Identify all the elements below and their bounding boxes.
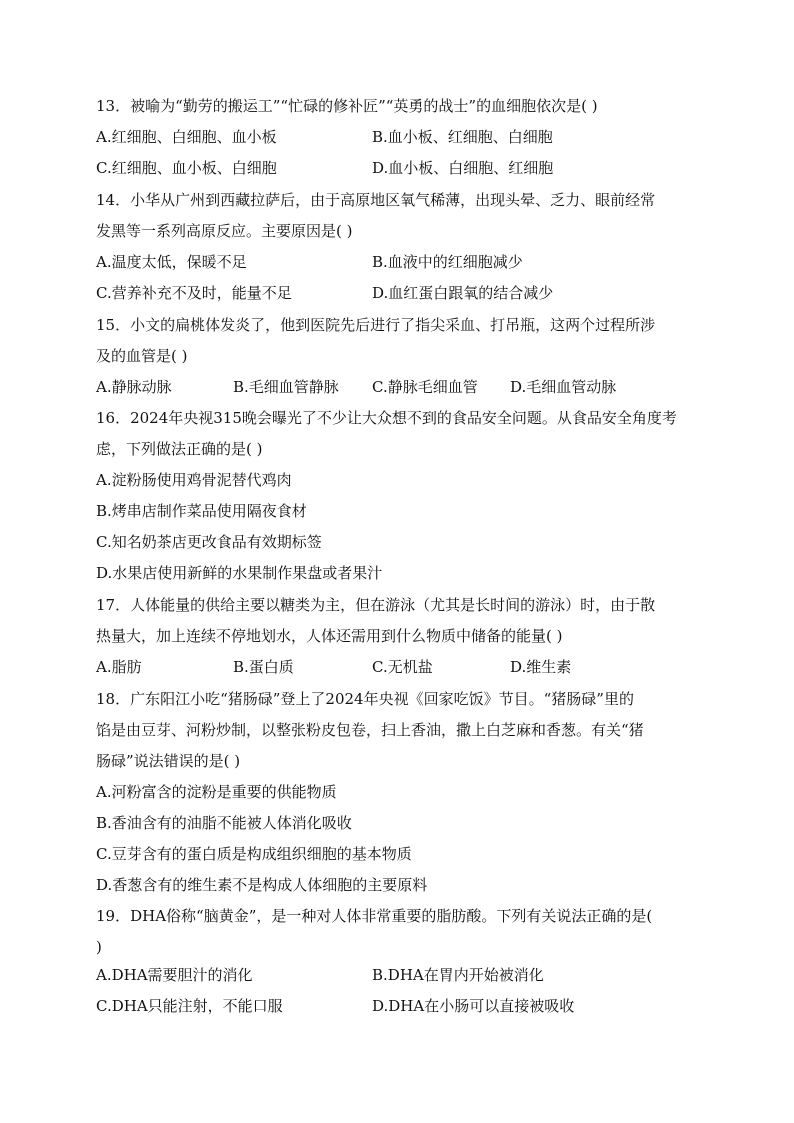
question-19-option-b: B.DHA在胃内开始被消化 xyxy=(372,966,544,984)
question-13-option-b: B.血小板、红细胞、白细胞 xyxy=(372,128,553,146)
question-16-option-d: D.水果店使用新鲜的水果制作果盘或者果汁 xyxy=(96,564,383,582)
question-13-option-d: D.血小板、白细胞、红细胞 xyxy=(372,159,554,177)
question-16-option-b: B.烤串店制作菜品使用隔夜食材 xyxy=(96,502,307,520)
question-17-stem-line-2: 热量大，加上连续不停地划水，人体还需用到什么物质中储备的能量( ) xyxy=(96,627,563,645)
question-18-stem-line-2: 馅是由豆芽、河粉炒制，以整张粉皮包卷，扫上香油，撒上白芝麻和香葱。有关“猪 xyxy=(96,721,644,739)
question-15-option-d: D.毛细血管动脉 xyxy=(510,378,617,396)
question-19-stem-line-1: 19．DHA俗称“脑黄金”，是一种对人体非常重要的脂肪酸。下列有关说法正确的是( xyxy=(96,907,653,925)
question-13-option-a: A.红细胞、白细胞、血小板 xyxy=(96,128,277,146)
question-17-option-a: A.脂肪 xyxy=(96,658,142,676)
question-19-stem-line-2: ) xyxy=(96,938,102,956)
question-14-option-b: B.血液中的红细胞减少 xyxy=(372,253,523,271)
question-14-stem-line-1: 14．小华从广州到西藏拉萨后，由于高原地区氧气稀薄，出现头晕、乏力、眼前经常 xyxy=(96,191,656,209)
question-13-option-c: C.红细胞、血小板、白细胞 xyxy=(96,159,277,177)
question-18-option-c: C.豆芽含有的蛋白质是构成组织细胞的基本物质 xyxy=(96,845,412,863)
question-16-option-a: A.淀粉肠使用鸡骨泥替代鸡肉 xyxy=(96,471,292,489)
question-16-stem-line-2: 虑，下列做法正确的是( ) xyxy=(96,440,263,458)
question-14-option-d: D.血红蛋白跟氧的结合减少 xyxy=(372,284,554,302)
question-15-option-c: C.静脉毛细血管 xyxy=(372,378,478,396)
question-15-stem-line-1: 15．小文的扁桃体发炎了，他到医院先后进行了指尖采血、打吊瓶，这两个过程所涉 xyxy=(96,316,656,334)
question-19-option-d: D.DHA在小肠可以直接被吸收 xyxy=(372,997,575,1015)
question-14-option-c: C.营养补充不及时，能量不足 xyxy=(96,284,292,302)
question-16-stem-line-1: 16．2024年央视315晚会曝光了不少让大众想不到的食品安全问题。从食品安全角度考 xyxy=(96,409,677,427)
question-19-option-a: A.DHA需要胆汁的消化 xyxy=(96,966,253,984)
question-13-stem: 13．被喻为“勤劳的搬运工”“忙碌的修补匠”“英勇的战士”的血细胞依次是( ) xyxy=(96,97,598,115)
question-17-option-d: D.维生素 xyxy=(510,658,572,676)
question-15-option-b: B.毛细血管静脉 xyxy=(233,378,339,396)
question-17-option-b: B.蛋白质 xyxy=(233,658,294,676)
question-15-option-a: A.静脉动脉 xyxy=(96,378,172,396)
question-14-stem-line-2: 发黑等一系列高原反应。主要原因是( ) xyxy=(96,222,353,240)
question-14-option-a: A.温度太低，保暖不足 xyxy=(96,253,247,271)
question-17-option-c: C.无机盐 xyxy=(372,658,433,676)
question-17-stem-line-1: 17．人体能量的供给主要以糖类为主，但在游泳（尤其是长时间的游泳）时，由于散 xyxy=(96,596,656,614)
question-18-option-a: A.河粉富含的淀粉是重要的供能物质 xyxy=(96,783,337,801)
question-15-stem-line-2: 及的血管是( ) xyxy=(96,347,188,365)
question-18-option-b: B.香油含有的油脂不能被人体消化吸收 xyxy=(96,814,352,832)
question-16-option-c: C.知名奶茶店更改食品有效期标签 xyxy=(96,533,322,551)
question-18-option-d: D.香葱含有的维生素不是构成人体细胞的主要原料 xyxy=(96,876,428,894)
question-18-stem-line-1: 18．广东阳江小吃“猪肠碌”登上了2024年央视《回家吃饭》节目。“猪肠碌”里的 xyxy=(96,690,634,708)
question-18-stem-line-3: 肠碌”说法错误的是( ) xyxy=(96,752,241,770)
question-19-option-c: C.DHA只能注射，不能口服 xyxy=(96,997,283,1015)
